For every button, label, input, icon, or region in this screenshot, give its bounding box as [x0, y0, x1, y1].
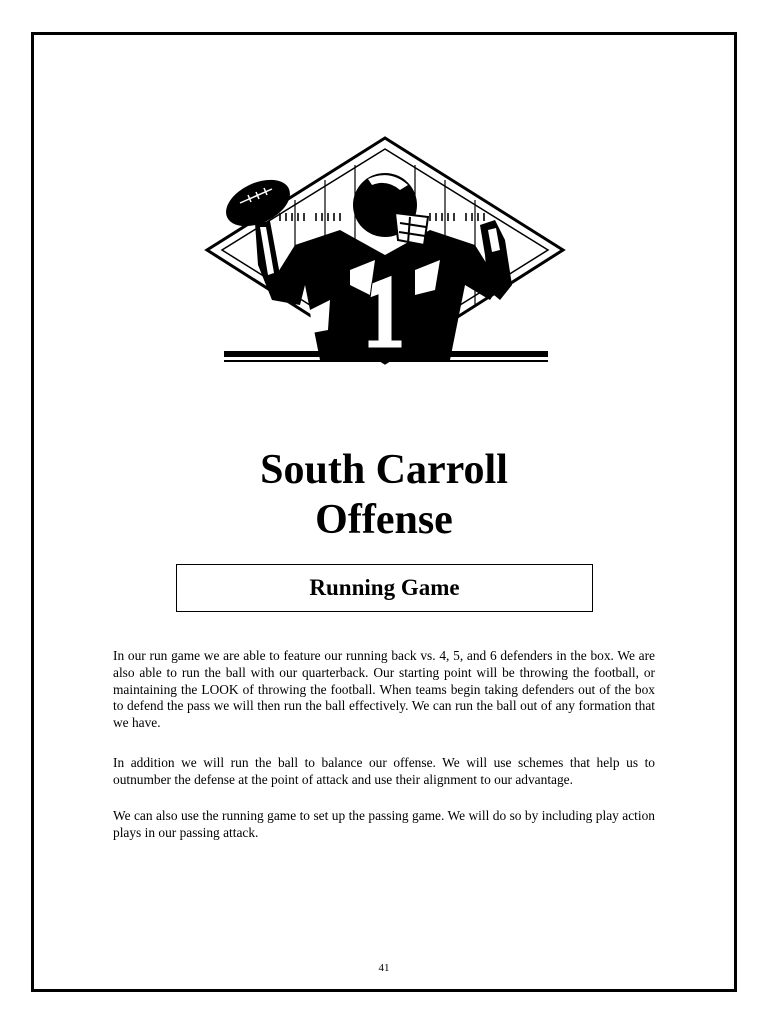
paragraph-2: In addition we will run the ball to balance our offense. We will use schemes that help us to outnumber the defense at the point of attack and use their alignment to our advantage. [113, 755, 655, 787]
page-title-line2: Offense [315, 497, 453, 543]
section-heading-box [176, 564, 593, 612]
page-title-line1: South Carroll [260, 447, 508, 493]
page-number: 41 [378, 962, 390, 974]
football-quarterback-logo [200, 135, 570, 365]
section-heading: Running Game [309, 575, 460, 600]
paragraph-3: We can also use the running game to set up the passing game. We will do so by including play action plays in our passing attack. [113, 808, 655, 840]
paragraph-1: In our run game we are able to feature our running back vs. 4, 5, and 6 defenders in the box. We are also able to run the ball with our quarterback. Our starting point will be throwing the football, or maintaining the LOOK of throwing the football. When teams begin taking defenders out of the box to defend the pass we will then run the ball effectively. We can run the ball out of any formation that we have. [113, 648, 655, 731]
